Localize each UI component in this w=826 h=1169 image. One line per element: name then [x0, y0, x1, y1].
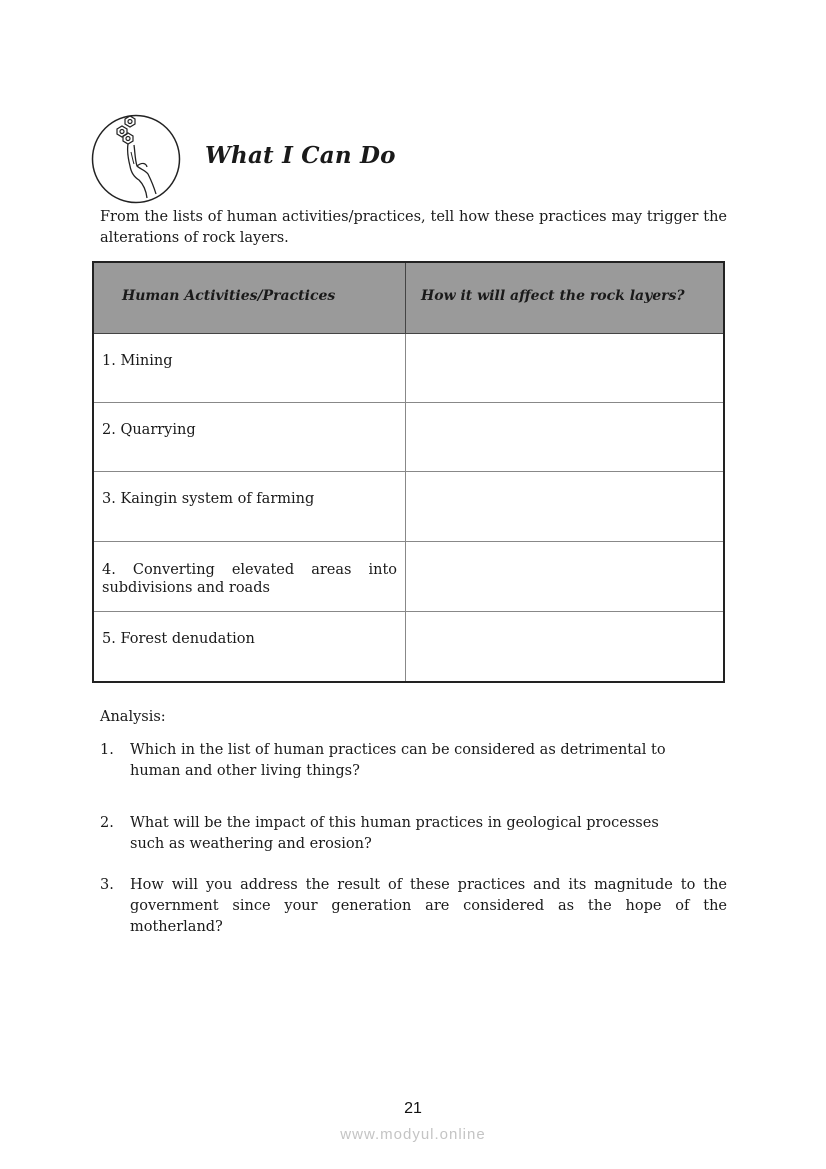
table-row [93, 612, 724, 683]
question-text: What will be the impact of this human practices in geological processes such as weathering and erosion? [130, 815, 659, 852]
answer-cell[interactable] [406, 403, 725, 472]
page-number: 21 [404, 1100, 422, 1117]
hand-with-gears-icon [90, 114, 182, 204]
answer-cell[interactable] [406, 334, 725, 403]
column-header-effect: How it will affect the rock layers? [406, 262, 725, 334]
analysis-label: Analysis: [100, 709, 166, 725]
question-number: 1. [100, 742, 114, 758]
table-row [93, 472, 724, 542]
question-text: How will you address the result of these practices and its magnitude to the government since your generation are considered as the hope of the motherland? [130, 877, 727, 935]
activity-cell: 5. Forest denudation [102, 631, 255, 647]
answer-cell[interactable] [406, 472, 725, 542]
table-row [93, 542, 724, 612]
question-text: Which in the list of human practices can be considered as detrimental to human and other living things? [130, 742, 666, 779]
instructions: From the lists of human activities/practices, tell how these practices may trigger the alterations of rock layers. [100, 209, 727, 246]
watermark: www.modyul.online [340, 1126, 486, 1143]
activity-cell: 4. Converting elevated areas into subdivisions and roads [102, 562, 397, 596]
section-title: What I Can Do [205, 142, 396, 169]
activity-cell: 3. Kaingin system of farming [102, 491, 315, 507]
activities-table [92, 261, 725, 683]
question-number: 3. [100, 877, 114, 893]
table-row [93, 334, 724, 403]
table-row [93, 403, 724, 472]
answer-cell[interactable] [406, 612, 725, 683]
activity-cell: 2. Quarrying [102, 422, 196, 438]
column-header-activities: Human Activities/Practices [93, 262, 406, 334]
question-number: 2. [100, 815, 114, 831]
answer-cell[interactable] [406, 542, 725, 612]
activity-cell: 1. Mining [102, 353, 173, 369]
